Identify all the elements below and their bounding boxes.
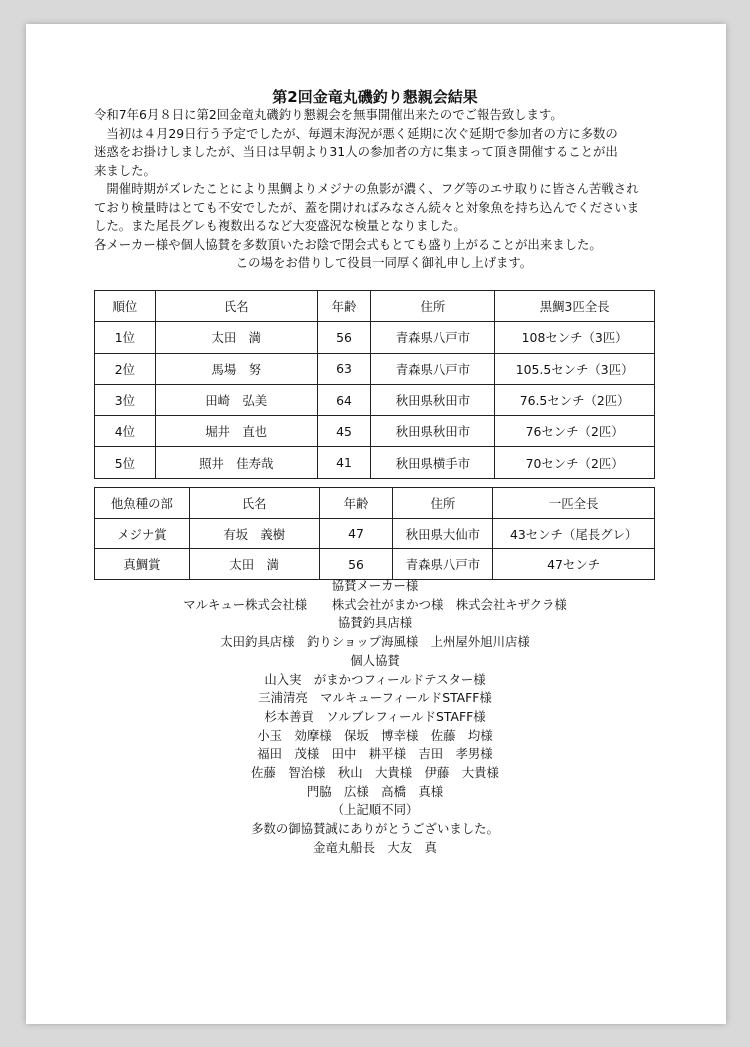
intro-text <box>94 106 674 273</box>
table-row <box>95 322 655 353</box>
sponsor-line: 門脇 広様 高橋 真様 <box>306 783 444 799</box>
age-cell: 45 <box>317 416 371 447</box>
header-cell: 年齢 <box>317 291 371 322</box>
sponsor-line: 小玉 効摩様 保坂 博幸様 佐藤 均様 <box>257 727 493 743</box>
sponsor-heading: 個人協賛 <box>350 652 400 668</box>
thanks-line: この場をお借りして役員一同厚く御礼申し上げます。 <box>235 255 533 270</box>
rank-cell: 2位 <box>95 353 156 384</box>
age-cell: 41 <box>317 447 371 478</box>
name-cell: 太田 満 <box>189 549 319 580</box>
rank-cell: 1位 <box>95 322 156 353</box>
rank-cell: 5位 <box>95 447 156 478</box>
sponsor-line: 福田 茂様 田中 耕平様 吉田 孝男様 <box>257 746 493 762</box>
header-cell: 年齢 <box>319 488 393 519</box>
table-header-row <box>95 291 655 322</box>
award-cell: メジナ賞 <box>95 518 190 549</box>
table-row <box>95 353 655 384</box>
rank-cell: 4位 <box>95 416 156 447</box>
intro-line: 迷惑をお掛けしましたが、当日は早朝より31人の参加者の方に集まって頂き開催することが出 <box>94 144 618 159</box>
length-cell: 70センチ（2匹） <box>495 447 655 478</box>
name-cell: 馬場 努 <box>155 353 317 384</box>
length-cell: 105.5センチ（3匹） <box>495 353 655 384</box>
name-cell: 有坂 義樹 <box>189 518 319 549</box>
age-cell: 63 <box>317 353 371 384</box>
header-cell: 氏名 <box>155 291 317 322</box>
sponsor-line: 三浦清亮 マルキューフィールドSTAFF様 <box>258 690 492 706</box>
header-cell: 住所 <box>371 291 495 322</box>
address-cell: 秋田県大仙市 <box>393 518 493 549</box>
header-cell: 順位 <box>95 291 156 322</box>
age-cell: 64 <box>317 384 371 415</box>
length-cell: 43センチ（尾長グレ） <box>493 518 655 549</box>
sponsor-line: 佐藤 智治様 秋山 大貴様 伊藤 大貴様 <box>251 765 499 781</box>
length-cell: 76.5センチ（2匹） <box>495 384 655 415</box>
sponsor-heading: 協賛釣具店様 <box>337 615 413 631</box>
address-cell: 青森県八戸市 <box>371 353 495 384</box>
length-cell: 47センチ <box>493 549 655 580</box>
length-cell: 76センチ（2匹） <box>495 416 655 447</box>
header-cell: 黒鯛3匹全長 <box>495 291 655 322</box>
document-title: 第2回金竜丸磯釣り懇親会結果 <box>272 88 478 106</box>
sponsor-line: 杉本善貢 ソルブレフィールドSTAFF様 <box>264 708 486 724</box>
award-cell: 真鯛賞 <box>95 549 190 580</box>
header-cell: 一匹全長 <box>493 488 655 519</box>
intro-line: 令和7年6月８日に第2回金竜丸磯釣り懇親会を無事開催出来たのでご報告致します。 <box>94 107 563 122</box>
header-cell: 住所 <box>393 488 493 519</box>
sponsor-line: 山入実 がまかつフィールドテスター様 <box>264 671 486 687</box>
header-cell: 氏名 <box>189 488 319 519</box>
sponsor-heading: 協賛メーカー様 <box>331 578 419 593</box>
signature-line: 金竜丸船長 大友 真 <box>313 839 437 855</box>
thanks-note: 多数の御協賛誠にありがとうございました。 <box>251 821 499 837</box>
intro-line: ており検量時はとても不安でしたが、蓋を開ければみなさん続々と対象魚を持ち込んでくださいま <box>94 199 640 215</box>
name-cell: 田崎 弘美 <box>155 384 317 415</box>
intro-line: 各メーカー様や個人協賛を多数頂いたお陰で閉会式もとても盛り上がることが出来ました。 <box>94 236 602 252</box>
age-cell: 56 <box>317 322 371 353</box>
sponsor-line: マルキュー株式会社様 株式会社がまかつ様 株式会社キザクラ様 <box>183 596 567 612</box>
table-header-row <box>95 488 655 519</box>
header-cell: 他魚種の部 <box>95 488 190 519</box>
sponsor-line: 太田釣具店様 釣りショップ海風様 上州屋外旭川店様 <box>220 634 530 650</box>
table-row <box>95 518 655 549</box>
age-cell: 47 <box>319 518 393 549</box>
intro-line: 開催時期がズレたことにより黒鯛よりメジナの魚影が濃く、フグ等のエサ取りに皆さん苦戦され <box>94 181 639 196</box>
rank-cell: 3位 <box>95 384 156 415</box>
address-cell: 青森県八戸市 <box>371 322 495 353</box>
table-row <box>95 384 655 415</box>
kurodai-results-table <box>94 290 655 479</box>
address-cell: 秋田県秋田市 <box>371 384 495 415</box>
table-row <box>95 549 655 580</box>
name-cell: 照井 佳寿哉 <box>155 447 317 478</box>
intro-line: 来ました。 <box>94 162 156 178</box>
address-cell: 秋田県横手市 <box>371 447 495 478</box>
intro-line: した。また尾長グレも複数出るなど大変盛況な検量となりました。 <box>94 218 466 233</box>
sponsor-list <box>0 577 750 858</box>
length-cell: 108センチ（3匹） <box>495 322 655 353</box>
order-note: （上記順不同） <box>331 802 419 818</box>
address-cell: 秋田県秋田市 <box>371 416 495 447</box>
name-cell: 堀井 直也 <box>155 416 317 447</box>
table-row <box>95 416 655 447</box>
address-cell: 青森県八戸市 <box>393 549 493 580</box>
table-row <box>95 447 655 478</box>
intro-line: 当初は４月29日行う予定でしたが、毎週末海況が悪く延期に次ぐ延期で参加者の方に多数の <box>94 125 618 141</box>
age-cell: 56 <box>319 549 393 580</box>
other-species-table <box>94 487 655 580</box>
name-cell: 太田 満 <box>155 322 317 353</box>
